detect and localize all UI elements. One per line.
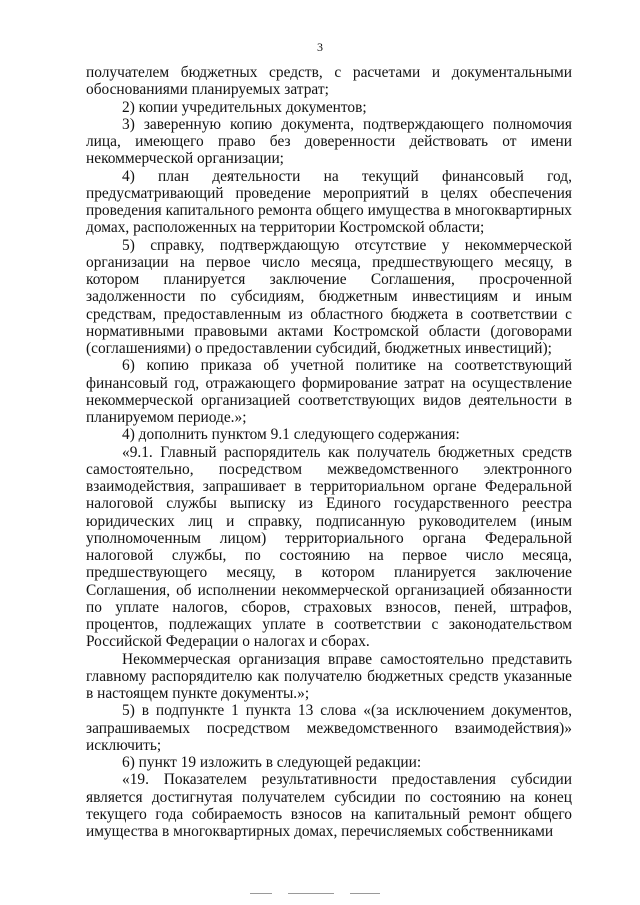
paragraph-item-6-order: 6) копию приказа об учетной политике на соответствующий финансовый год, отражающего формирование затрат на осуществление некоммерческой организацией соответствующих видов деятельности в планируемом периоде.»; (86, 357, 572, 426)
paragraph-continuation: получателем бюджетных средств, с расчетами и документальными обоснованиями планируемых затрат; (86, 64, 572, 99)
paragraph-item-5-certificate: 5) справку, подтверждающую отсутствие у некоммерческой организации на первое число месяца, предшествующего месяцу, в котором планируется заключение Соглашения, просроченной задолженности по субсидиям, бюджетным инвестициям и иным средствам, предоставленным из областного бюджета в соответствии с нормативными правовыми актами Костромской области (договорами (соглашениями) о предоставлении субсидий, бюджетных инвестиций); (86, 236, 572, 357)
paragraph-amendment-4: 4) дополнить пунктом 9.1 следующего содержания: (122, 426, 460, 444)
paragraph-item-2: 2) копии учредительных документов; (122, 98, 367, 116)
document-body (86, 64, 572, 840)
paragraph-item-4-plan: 4) план деятельности на текущий финансовый год, предусматривающий проведение мероприятий в целях обеспечения проведения капитального ремонта общего имущества в многоквартирных домах, расположенных на территории Костромской области; (86, 167, 572, 237)
footer-scan-marks (250, 893, 400, 895)
page-number: 3 (317, 40, 323, 54)
paragraph-amendment-6: 6) пункт 19 изложить в следующей редакции: (122, 754, 422, 771)
paragraph-clause-19: «19. Показателем результативности предоставления субсидии является достигнутая получателем субсидии по состоянию на конец текущего года собираемость взносов на капитальный ремонт общего имущества в многоквартирных домах, перечисляемых собственниками (86, 771, 572, 840)
paragraph-clause-9-1-addendum: Некоммерческая организация вправе самостоятельно представить главному распорядителю как получателю бюджетных средств указанные в настоящем пункте документы.»; (86, 650, 572, 702)
paragraph-item-3: 3) заверенную копию документа, подтверждающего полномочия лица, имеющего право без доверенности действовать от имени некоммерческой организации; (86, 115, 572, 168)
paragraph-clause-9-1: «9.1. Главный распорядитель как получатель бюджетных средств самостоятельно, посредством межведомственного электронного взаимодействия, запрашивает в территориальном органе Федеральной налоговой службы выписку из Единого государственного реестра юридических лиц и справку, подписанную руководителем (иным уполномоченным лицом) территориального органа Федеральной налоговой службы, по состоянию на первое число месяца, предшествующего месяцу, в котором планируется заключение Соглашения, об исполнении некоммерческой организацией обязанности по уплате налогов, сборов, страховых взносов, пеней, штрафов, процентов, подлежащих уплате в соответствии с законодательством Российской Федерации о налогах и сборах. (86, 443, 572, 651)
paragraph-amendment-5: 5) в подпункте 1 пункта 13 слова «(за исключением документов, запрашиваемых посредством межведомственного взаимодействия)» исключить; (86, 702, 572, 754)
